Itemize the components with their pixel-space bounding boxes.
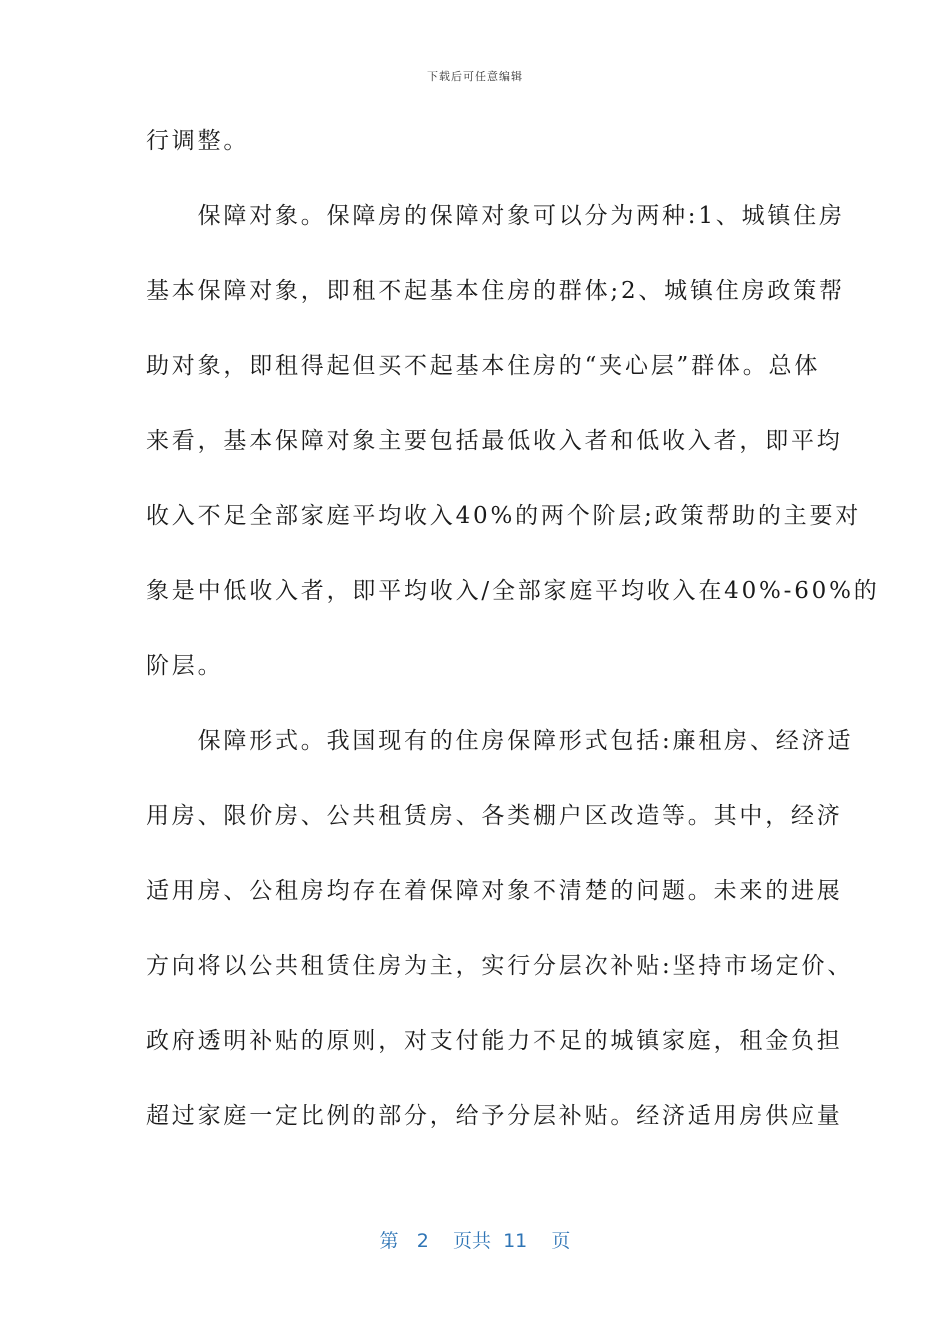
body-line: 象是中低收入者，即平均收入/全部家庭平均收入在40%-60%的 [146, 578, 880, 604]
body-line: 适用房、公租房均存在着保障对象不清楚的问题。未来的进展 [146, 878, 843, 904]
body-line: 政府透明补贴的原则，对支付能力不足的城镇家庭，租金负担 [146, 1028, 843, 1054]
body-line: 用房、限价房、公共租赁房、各类棚户区改造等。其中，经济 [146, 803, 843, 829]
body-line: 助对象，即租得起但买不起基本住房的“夹心层”群体。总体 [146, 353, 821, 379]
body-line: 阶层。 [146, 653, 224, 679]
total-pages-number: 11 [503, 1230, 528, 1252]
body-line: 超过家庭一定比例的部分，给予分层补贴。经济适用房供应量 [146, 1103, 843, 1129]
body-line: 保障形式。我国现有的住房保障形式包括:廉租房、经济适 [146, 728, 854, 754]
body-line: 收入不足全部家庭平均收入40%的两个阶层;政策帮助的主要对 [146, 503, 862, 529]
body-line: 行调整。 [146, 128, 250, 154]
body-line: 方向将以公共租赁住房为主，实行分层次补贴:坚持市场定价、 [146, 953, 854, 979]
current-page-number: 2 [416, 1230, 429, 1252]
footer-suffix: 页 [551, 1230, 571, 1252]
footer-prefix: 第 [379, 1230, 399, 1252]
body-line: 来看，基本保障对象主要包括最低收入者和低收入者，即平均 [146, 428, 843, 454]
footer-middle: 页共 [452, 1230, 491, 1252]
body-line: 基本保障对象，即租不起基本住房的群体;2、城镇住房政策帮 [146, 278, 845, 304]
body-line: 保障对象。保障房的保障对象可以分为两种:1、城镇住房 [146, 203, 845, 229]
page-number-footer [0, 1226, 950, 1253]
header-note: 下载后可任意编辑 [427, 70, 523, 83]
